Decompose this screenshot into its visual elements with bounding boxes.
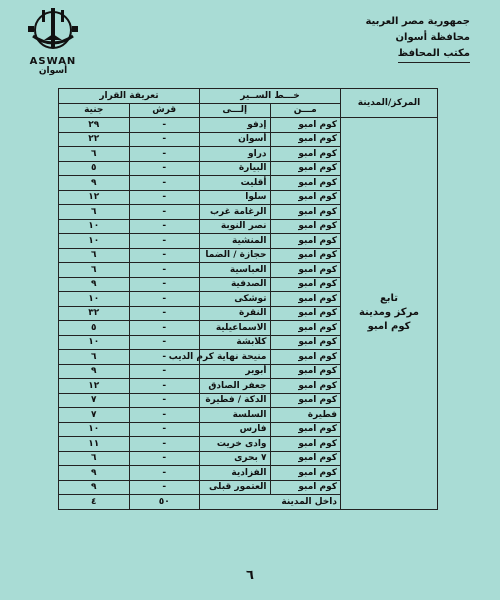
cell-from: كوم امبو [270,379,341,394]
cell-from: كوم امبو [270,219,341,234]
cell-to: إدفو [200,118,271,133]
cell-qirsh: - [129,422,200,437]
cell-from: كوم امبو [270,451,341,466]
cell-to: توشكى [200,292,271,307]
cell-from: داخل المدينة [200,495,341,510]
cell-from: كوم امبو [270,190,341,205]
cell-to: سلوا [200,190,271,205]
cell-to: حجازة / الضما [200,248,271,263]
cell-to: العتمور قبلى [200,480,271,495]
header-office: مكتب المحافظ [398,46,470,63]
cell-from: كوم امبو [270,364,341,379]
aswan-emblem-icon [18,6,88,56]
cell-pound: ٦ [59,248,130,263]
cell-pound: ٦ [59,350,130,365]
cell-qirsh: - [129,277,200,292]
cell-qirsh: - [129,466,200,481]
header-route: خـــط الســير [200,89,341,104]
cell-pound: ٦ [59,205,130,220]
cell-pound: ٦ [59,263,130,278]
cell-from: كوم امبو [270,277,341,292]
cell-pound: ١٢ [59,190,130,205]
cell-to: المنشية [200,234,271,249]
cell-qirsh: - [129,190,200,205]
cell-pound: ٦ [59,451,130,466]
center-value-line: كوم امبو [367,321,411,333]
header-tariff: تعريفة القرار [59,89,200,104]
cell-to: نصر النوبة [200,219,271,234]
logo-latin-text: ASWAN [29,56,77,67]
cell-from: كوم امبو [270,161,341,176]
cell-qirsh: - [129,161,200,176]
cell-to: الدكة / فطيرة [200,393,271,408]
cell-qirsh: - [129,132,200,147]
cell-pound: ٣٢ [59,306,130,321]
cell-pound: ٩ [59,466,130,481]
cell-pound: ١٠ [59,219,130,234]
header-qirsh: قرش [129,103,200,118]
cell-from: كوم امبو [270,437,341,452]
cell-pound: ١٠ [59,335,130,350]
cell-pound: ١٠ [59,234,130,249]
cell-qirsh: - [129,205,200,220]
cell-to: الاسماعيلية [200,321,271,336]
header-to: إلـــى [200,103,271,118]
cell-from: كوم امبو [270,205,341,220]
cell-to: الفزادية [200,466,271,481]
page-number: ٦ [246,568,254,583]
cell-to: دراو [200,147,271,162]
cell-to: الرغامة غرب [200,205,271,220]
cell-qirsh: - [129,379,200,394]
cell-from: كوم امبو [270,132,341,147]
cell-pound: ١٢ [59,379,130,394]
cell-pound: ٥ [59,321,130,336]
center-value-line: مركز ومدينة [358,307,419,319]
cell-to: أقليت [200,176,271,191]
cell-pound: ٩ [59,176,130,191]
cell-pound: ٢٢ [59,132,130,147]
cell-from: كوم امبو [270,350,341,365]
cell-to: السلسة [200,408,271,423]
cell-from: كوم امبو [270,466,341,481]
aswan-logo [18,6,88,76]
cell-qirsh: - [129,263,200,278]
cell-from: كوم امبو [270,147,341,162]
cell-pound: ٧ [59,408,130,423]
header-country: جمهورية مصر العربية [365,16,470,27]
cell-qirsh: - [129,118,200,133]
cell-pound: ٩ [59,480,130,495]
cell-qirsh: - [129,437,200,452]
cell-from: كوم امبو [270,292,341,307]
cell-qirsh: - [129,292,200,307]
cell-to: وادى خريت [200,437,271,452]
header-governorate: محافظة أسوان [395,32,470,43]
cell-from: كوم امبو [270,422,341,437]
cell-pound: ٩ [59,277,130,292]
cell-qirsh: - [129,364,200,379]
table-row [59,118,438,133]
cell-to: ٧ بحرى [200,451,271,466]
cell-pound: ٥ [59,161,130,176]
cell-to: فارس [200,422,271,437]
cell-qirsh: - [129,335,200,350]
cell-qirsh: - [129,350,200,365]
cell-from: كوم امبو [270,118,341,133]
cell-qirsh: - [129,306,200,321]
cell-pound: ١١ [59,437,130,452]
cell-pound: ١٠ [59,422,130,437]
cell-qirsh: ٥٠ [129,495,200,510]
center-value [341,118,438,510]
cell-from: كوم امبو [270,176,341,191]
cell-qirsh: - [129,176,200,191]
cell-from: كوم امبو [270,393,341,408]
cell-from: كوم امبو [270,306,341,321]
center-value-line: تابع [379,293,399,305]
cell-qirsh: - [129,393,200,408]
cell-qirsh: - [129,219,200,234]
cell-pound: ٧ [59,393,130,408]
cell-pound: ٢٩ [59,118,130,133]
logo-arabic-text: أسوان [38,66,68,76]
cell-pound: ٤ [59,495,130,510]
cell-from: كوم امبو [270,335,341,350]
cell-pound: ٩ [59,364,130,379]
cell-pound: ١٠ [59,292,130,307]
cell-to: أبوير [200,364,271,379]
cell-to: البيارة [200,161,271,176]
cell-qirsh: - [129,321,200,336]
cell-from: كوم امبو [270,480,341,495]
cell-qirsh: - [129,248,200,263]
cell-qirsh: - [129,451,200,466]
cell-to: أسوان [200,132,271,147]
cell-to: الصدفية [200,277,271,292]
cell-from: كوم امبو [270,234,341,249]
cell-qirsh: - [129,408,200,423]
cell-qirsh: - [129,147,200,162]
header-pound: جنية [59,103,130,118]
fare-table [58,88,438,510]
cell-to: جعفر الصادق [200,379,271,394]
cell-from: فطيرة [270,408,341,423]
cell-from: كوم امبو [270,321,341,336]
cell-to: العباسية [200,263,271,278]
cell-from: كوم امبو [270,248,341,263]
cell-to: منيحة نهاية كرم الديب [200,350,271,365]
letterhead [350,14,470,63]
cell-pound: ٦ [59,147,130,162]
header-from: مـــن [270,103,341,118]
header-center: المركز/المدينة [341,89,438,118]
cell-from: كوم امبو [270,263,341,278]
cell-qirsh: - [129,234,200,249]
cell-qirsh: - [129,480,200,495]
cell-to: كلابشة [200,335,271,350]
cell-to: النقرة [200,306,271,321]
